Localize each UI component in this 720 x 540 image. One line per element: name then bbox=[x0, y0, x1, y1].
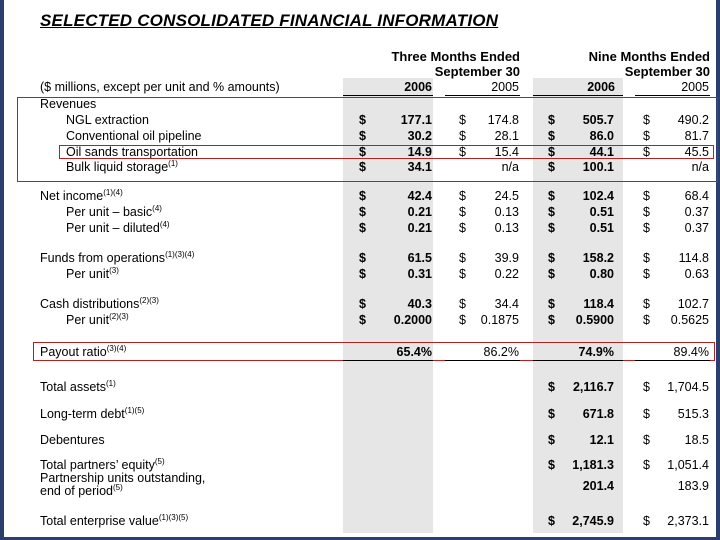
value-cell: 65.4% bbox=[396, 345, 432, 359]
row-label-text: Total enterprise value bbox=[40, 514, 159, 528]
value-cell: 0.21 bbox=[407, 221, 432, 235]
dollar-sign: $ bbox=[643, 113, 650, 127]
dollar-sign: $ bbox=[643, 267, 650, 281]
row-label bbox=[40, 250, 194, 266]
col-group-three-months-line1: Three Months Ended bbox=[391, 49, 520, 64]
row-label-text: Total assets bbox=[40, 380, 107, 394]
oil-sands-highlight-box bbox=[59, 145, 714, 159]
dollar-sign: $ bbox=[643, 251, 650, 265]
dollar-sign: $ bbox=[459, 205, 466, 219]
col-group-nine-months bbox=[550, 49, 710, 79]
value-cell: 89.4% bbox=[673, 345, 709, 359]
value-cell: 1,051.4 bbox=[667, 458, 709, 472]
row-label-text: Per unit – basic bbox=[66, 205, 153, 219]
row-label-text-line2: end of period bbox=[40, 484, 113, 498]
payout-ratio-highlight-box bbox=[33, 342, 715, 361]
value-cell: 0.5900 bbox=[575, 313, 614, 327]
footnote-marker: (1)(3)(4) bbox=[165, 249, 195, 259]
dollar-sign: $ bbox=[459, 267, 466, 281]
dollar-sign: $ bbox=[643, 380, 650, 394]
value-cell: 30.2 bbox=[407, 129, 432, 143]
value-cell: 0.1875 bbox=[480, 313, 519, 327]
table-row bbox=[0, 312, 720, 328]
value-cell: 86.0 bbox=[589, 129, 614, 143]
value-cell: 39.9 bbox=[494, 251, 519, 265]
dollar-sign: $ bbox=[359, 145, 366, 159]
row-label-text: Conventional oil pipeline bbox=[66, 129, 202, 143]
value-cell: 68.4 bbox=[684, 189, 709, 203]
dollar-sign: $ bbox=[459, 113, 466, 127]
table-row bbox=[0, 513, 720, 529]
footnote-marker: (1)(4) bbox=[103, 187, 123, 197]
dollar-sign: $ bbox=[459, 221, 466, 235]
dollar-sign: $ bbox=[459, 145, 466, 159]
dollar-sign: $ bbox=[548, 189, 555, 203]
value-cell: 0.51 bbox=[589, 205, 614, 219]
dollar-sign: $ bbox=[359, 160, 366, 174]
footnote-marker: (1)(5) bbox=[124, 405, 145, 415]
value-cell: 515.3 bbox=[677, 407, 709, 421]
value-cell: 0.80 bbox=[589, 267, 614, 281]
col-group-nine-months-line2: September 30 bbox=[624, 64, 710, 79]
dollar-sign: $ bbox=[643, 205, 650, 219]
row-label-text: Total partners’ equity bbox=[40, 458, 155, 472]
row-label-text: Partnership units outstanding, bbox=[40, 471, 206, 485]
footnote-marker: (4) bbox=[159, 219, 170, 229]
dollar-sign: $ bbox=[359, 205, 366, 219]
row-label bbox=[40, 406, 144, 422]
value-cell: 2,373.1 bbox=[667, 514, 709, 528]
footnote-marker: (3) bbox=[109, 265, 119, 275]
dollar-sign: $ bbox=[643, 189, 650, 203]
footnote-marker: (2)(3) bbox=[139, 295, 159, 305]
value-cell: 102.7 bbox=[677, 297, 709, 311]
table-row bbox=[0, 266, 720, 282]
value-cell: 61.5 bbox=[407, 251, 432, 265]
value-cell: 0.37 bbox=[684, 205, 709, 219]
row-label bbox=[40, 432, 105, 448]
dollar-sign: $ bbox=[548, 221, 555, 235]
row-label bbox=[40, 513, 188, 529]
value-cell: 0.22 bbox=[494, 267, 519, 281]
dollar-sign: $ bbox=[643, 221, 650, 235]
value-cell: 118.4 bbox=[583, 297, 614, 311]
row-label-text: Bulk liquid storage bbox=[66, 160, 169, 174]
dollar-sign: $ bbox=[548, 297, 555, 311]
payout-rule-4 bbox=[635, 360, 710, 361]
dollar-sign: $ bbox=[643, 313, 650, 327]
value-cell: 0.21 bbox=[407, 205, 432, 219]
row-label-text: Payout ratio bbox=[40, 345, 107, 359]
revenues-highlight-box bbox=[17, 97, 718, 182]
payout-rule-1 bbox=[343, 360, 433, 361]
row-label-text: Net income bbox=[40, 189, 104, 203]
value-cell: 183.9 bbox=[677, 479, 709, 493]
dollar-sign: $ bbox=[548, 129, 555, 143]
footnote-marker: (5) bbox=[154, 456, 165, 466]
dollar-sign: $ bbox=[459, 313, 466, 327]
dollar-sign: $ bbox=[359, 267, 366, 281]
dollar-sign: $ bbox=[643, 407, 650, 421]
page-title: SELECTED CONSOLIDATED FINANCIAL INFORMATION bbox=[40, 11, 499, 30]
value-cell: 34.1 bbox=[407, 160, 432, 174]
value-cell: 12.1 bbox=[589, 433, 614, 447]
year-header-n-2005: 2005 bbox=[681, 80, 709, 94]
row-label bbox=[40, 379, 116, 395]
dollar-sign: $ bbox=[643, 458, 650, 472]
value-cell: 671.8 bbox=[582, 407, 614, 421]
payout-rule-3 bbox=[533, 360, 623, 361]
value-cell: 0.31 bbox=[407, 267, 432, 281]
table-row bbox=[0, 204, 720, 220]
year-header-q-2005: 2005 bbox=[491, 80, 519, 94]
value-cell: 15.4 bbox=[494, 145, 519, 159]
row-label bbox=[40, 188, 123, 204]
dollar-sign: $ bbox=[643, 297, 650, 311]
value-cell: 34.4 bbox=[494, 297, 519, 311]
footnote-marker: (3)(4) bbox=[106, 343, 127, 353]
table-row bbox=[0, 406, 720, 422]
dollar-sign: $ bbox=[459, 297, 466, 311]
dollar-sign: $ bbox=[359, 297, 366, 311]
dollar-sign: $ bbox=[548, 433, 555, 447]
value-cell: 81.7 bbox=[684, 129, 709, 143]
footnote-marker: (4) bbox=[152, 203, 162, 213]
row-label-text: Cash distributions bbox=[40, 297, 140, 311]
value-cell: 18.5 bbox=[684, 433, 709, 447]
dollar-sign: $ bbox=[359, 221, 366, 235]
value-cell: 158.2 bbox=[582, 251, 614, 265]
col-group-three-months bbox=[360, 49, 520, 79]
value-cell: 102.4 bbox=[582, 189, 614, 203]
payout-rule-2 bbox=[445, 360, 520, 361]
value-cell: 100.1 bbox=[582, 160, 614, 174]
dollar-sign: $ bbox=[359, 313, 366, 327]
value-cell: 1,181.3 bbox=[572, 458, 614, 472]
table-row bbox=[0, 296, 720, 312]
value-cell: 1,704.5 bbox=[667, 380, 709, 394]
row-label-text: Long-term debt bbox=[40, 407, 125, 421]
value-cell: 174.8 bbox=[487, 113, 519, 127]
table-row bbox=[0, 432, 720, 448]
dollar-sign: $ bbox=[548, 160, 555, 174]
dollar-sign: $ bbox=[548, 145, 555, 159]
dollar-sign: $ bbox=[459, 251, 466, 265]
dollar-sign: $ bbox=[643, 514, 650, 528]
row-label bbox=[40, 296, 159, 312]
row-label bbox=[66, 266, 119, 282]
value-cell: 114.8 bbox=[678, 251, 709, 265]
value-cell: n/a bbox=[691, 160, 709, 174]
value-cell: 505.7 bbox=[582, 113, 614, 127]
dollar-sign: $ bbox=[359, 251, 366, 265]
dollar-sign: $ bbox=[643, 145, 650, 159]
dollar-sign: $ bbox=[548, 514, 555, 528]
value-cell: 177.1 bbox=[400, 113, 432, 127]
value-cell: 2,745.9 bbox=[572, 514, 614, 528]
row-label-text: Per unit – diluted bbox=[66, 221, 160, 235]
dollar-sign: $ bbox=[548, 267, 555, 281]
dollar-sign: $ bbox=[548, 251, 555, 265]
value-cell: 0.51 bbox=[589, 221, 614, 235]
dollar-sign: $ bbox=[459, 189, 466, 203]
value-cell: 0.2000 bbox=[393, 313, 432, 327]
value-cell: 0.13 bbox=[494, 205, 519, 219]
value-cell: 44.1 bbox=[589, 145, 614, 159]
value-cell: 490.2 bbox=[677, 113, 709, 127]
col-group-nine-months-line1: Nine Months Ended bbox=[588, 49, 710, 64]
value-cell: n/a bbox=[501, 160, 519, 174]
dollar-sign: $ bbox=[548, 380, 555, 394]
row-label-text: Debentures bbox=[40, 433, 105, 447]
year-header-q-2006: 2006 bbox=[404, 80, 432, 94]
row-label bbox=[40, 472, 205, 498]
dollar-sign: $ bbox=[548, 205, 555, 219]
row-label bbox=[66, 312, 129, 328]
dollar-sign: $ bbox=[459, 129, 466, 143]
value-cell: 42.4 bbox=[407, 189, 432, 203]
row-label bbox=[66, 204, 162, 220]
row-label-text: Funds from operations bbox=[40, 251, 166, 265]
footnote-marker: (1) bbox=[106, 378, 116, 388]
col-group-three-months-line2: September 30 bbox=[434, 64, 520, 79]
value-cell: 86.2% bbox=[483, 345, 519, 359]
value-cell: 45.5 bbox=[684, 145, 709, 159]
value-cell: 14.9 bbox=[407, 145, 432, 159]
table-row bbox=[0, 471, 720, 498]
value-cell: 24.5 bbox=[494, 189, 519, 203]
value-cell: 74.9% bbox=[578, 345, 614, 359]
dollar-sign: $ bbox=[643, 433, 650, 447]
value-cell: 40.3 bbox=[407, 297, 432, 311]
value-cell: 0.13 bbox=[494, 221, 519, 235]
units-label: ($ millions, except per unit and % amounts) bbox=[40, 80, 280, 94]
table-row bbox=[0, 220, 720, 236]
dollar-sign: $ bbox=[548, 458, 555, 472]
table-row bbox=[0, 250, 720, 266]
row-label-text: Oil sands transportation bbox=[66, 145, 199, 159]
dollar-sign: $ bbox=[359, 129, 366, 143]
dollar-sign: $ bbox=[359, 113, 366, 127]
footnote-marker: (1)(3)(5) bbox=[158, 512, 189, 522]
value-cell: 0.63 bbox=[684, 267, 709, 281]
dollar-sign: $ bbox=[548, 313, 555, 327]
value-cell: 28.1 bbox=[494, 129, 519, 143]
footnote-marker: (5) bbox=[112, 482, 123, 492]
row-label-text: Revenues bbox=[40, 97, 97, 111]
row-label-text: NGL extraction bbox=[66, 113, 149, 127]
dollar-sign: $ bbox=[359, 189, 366, 203]
value-cell: 0.37 bbox=[684, 221, 709, 235]
value-cell: 2,116.7 bbox=[572, 380, 614, 394]
row-label-text: Per unit bbox=[66, 267, 110, 281]
footnote-marker: (1) bbox=[168, 158, 178, 168]
table-row bbox=[0, 379, 720, 395]
value-cell: 201.4 bbox=[582, 479, 614, 493]
year-header-n-2006: 2006 bbox=[587, 80, 615, 94]
row-label-text: Per unit bbox=[66, 313, 110, 327]
row-label bbox=[66, 220, 170, 236]
table-row bbox=[0, 188, 720, 204]
dollar-sign: $ bbox=[643, 129, 650, 143]
dollar-sign: $ bbox=[548, 407, 555, 421]
footnote-marker: (2)(3) bbox=[109, 311, 129, 321]
value-cell: 0.5625 bbox=[670, 313, 709, 327]
dollar-sign: $ bbox=[548, 113, 555, 127]
